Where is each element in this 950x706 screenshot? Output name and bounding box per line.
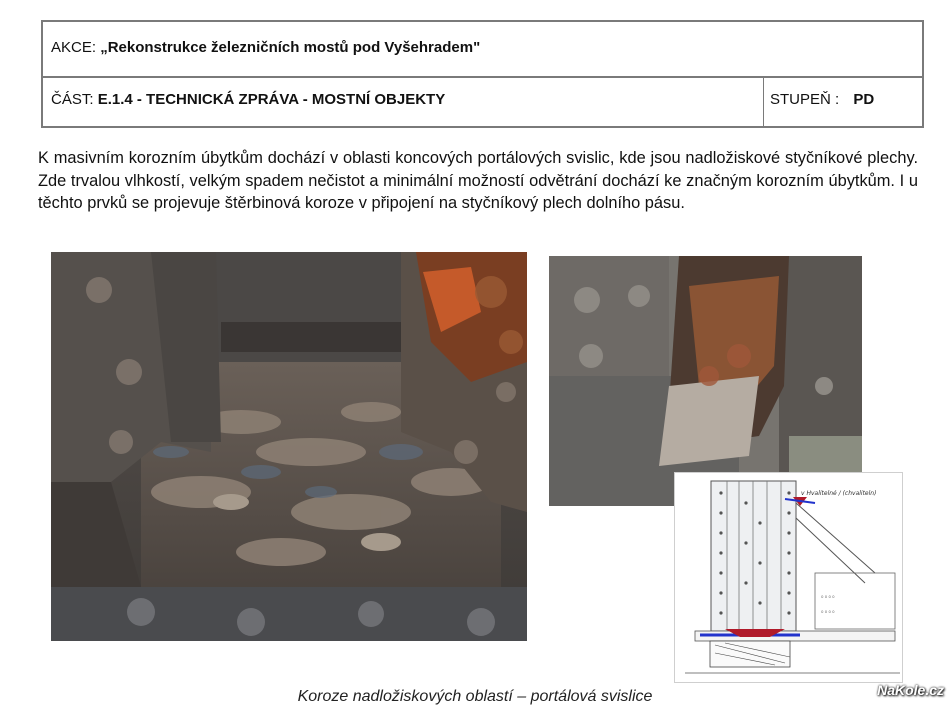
figure-caption: Koroze nadložiskových oblastí – portálová svislice bbox=[297, 688, 653, 705]
corrosion-photo-detail bbox=[549, 256, 862, 506]
svg-text:o o o o: o o o o bbox=[821, 594, 835, 599]
header-row-akce bbox=[43, 22, 922, 78]
header-row-cast bbox=[43, 76, 922, 126]
svg-text:o o o o: o o o o bbox=[821, 609, 835, 614]
corrosion-photo-main-graphic bbox=[51, 252, 527, 641]
akce-label: AKCE: bbox=[51, 39, 101, 56]
technical-drawing-graphic bbox=[675, 473, 903, 683]
stupen-label: STUPEŇ : bbox=[770, 91, 840, 108]
header-divider bbox=[763, 76, 764, 126]
body-paragraph: K masivním korozním úbytkům dochází v oblasti koncových portálových svislic, kde jsou nadložiskové styčníkové plechy. Zde trvalou vlhkostí, velkým spadem nečistot a minimální možností odvětrání dochází ke značným korozním úbytkům. I u těchto prvků se projevuje štěrbinová koroze v připojení na styčníkový plech dolního pásu. bbox=[38, 149, 918, 212]
cast-value: E.1.4 - TECHNICKÁ ZPRÁVA - MOSTNÍ OBJEKTY bbox=[97, 91, 446, 108]
corrosion-photo-main bbox=[51, 252, 527, 641]
drawing-annotation: v Hvalitelné / (chvaliteln) bbox=[801, 490, 877, 497]
akce-value: „Rekonstrukce železničních mostů pod Vyšehradem" bbox=[100, 39, 481, 56]
technical-drawing bbox=[674, 472, 903, 683]
cast-line bbox=[51, 91, 445, 108]
corrosion-photo-detail-graphic bbox=[549, 256, 862, 506]
watermark: NaKole.cz bbox=[877, 682, 944, 698]
document-header-table bbox=[41, 20, 924, 128]
cast-label: ČÁST: bbox=[51, 91, 98, 108]
stupen-line bbox=[770, 91, 874, 108]
akce-line bbox=[51, 39, 480, 56]
stupen-value: PD bbox=[853, 91, 875, 108]
